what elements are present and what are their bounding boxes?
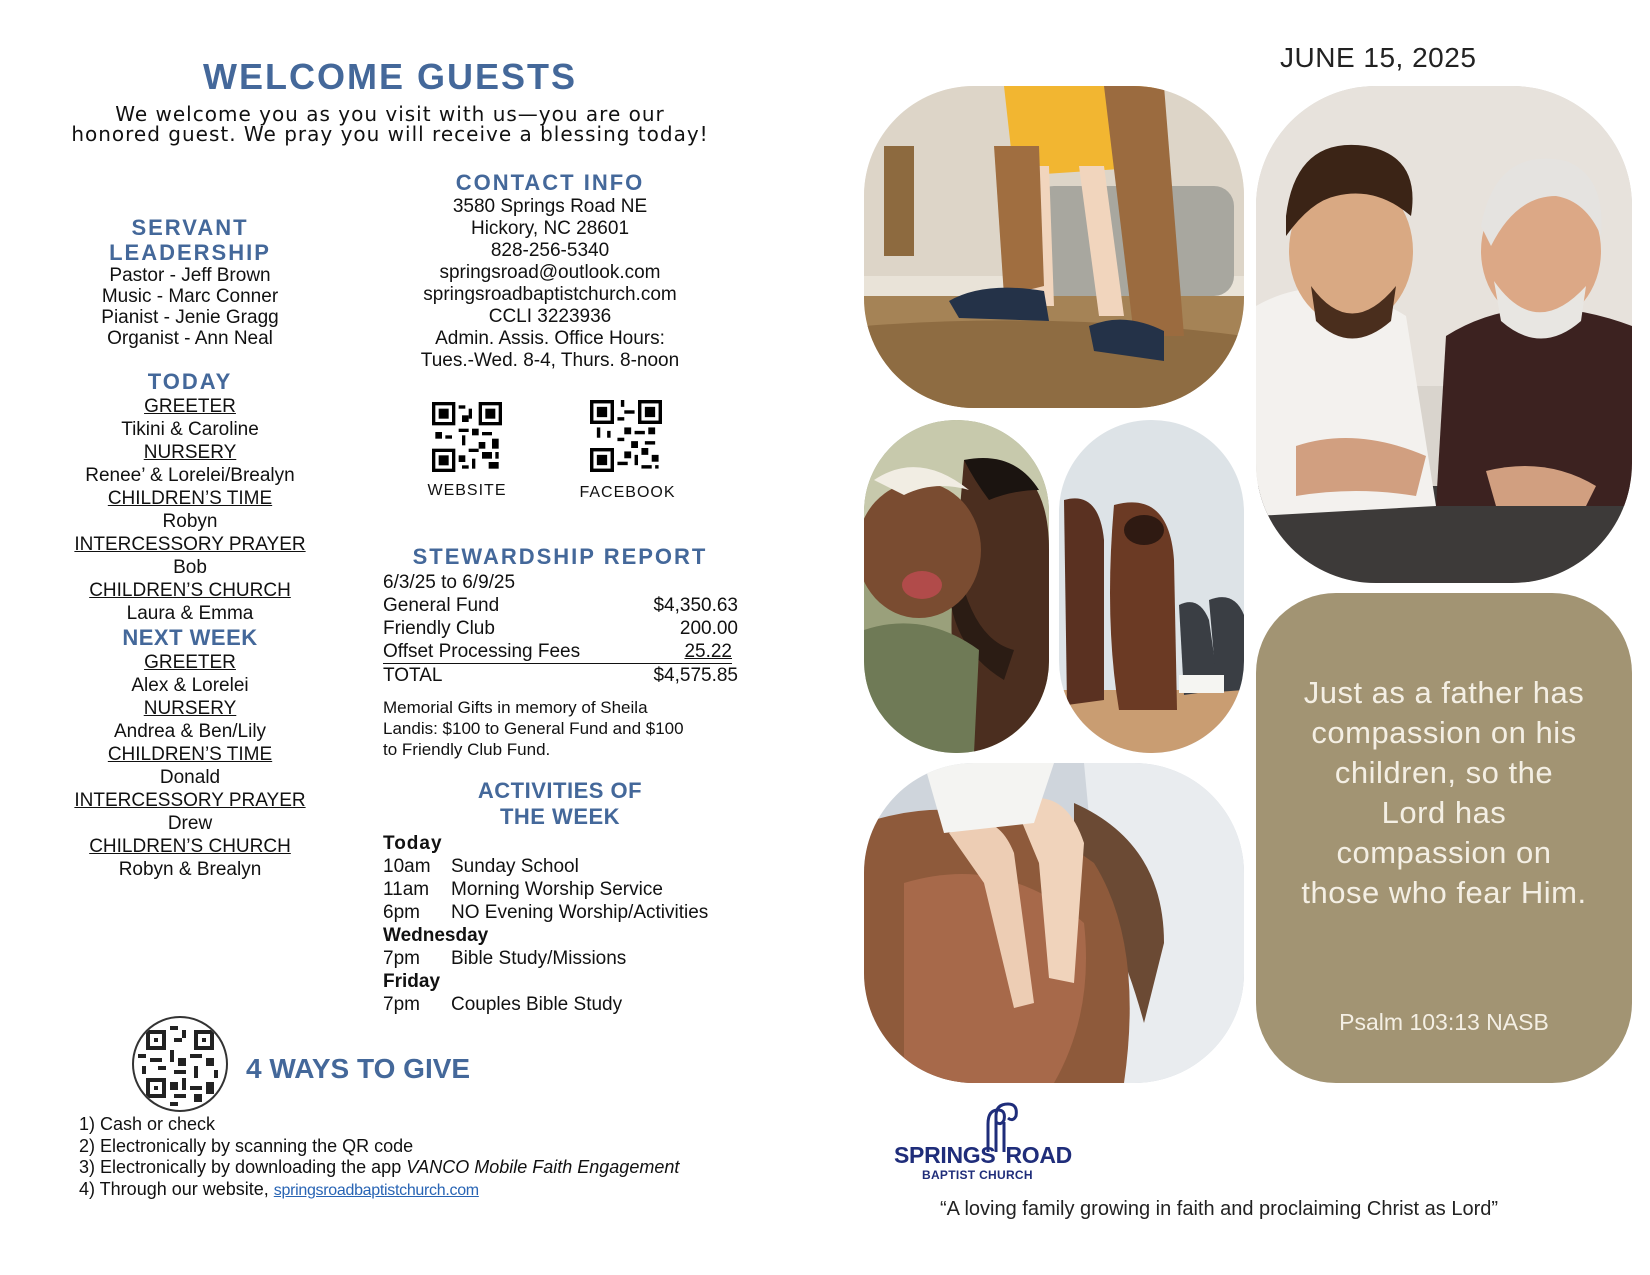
scripture-line: Lord has xyxy=(1381,795,1507,830)
today-title: TODAY xyxy=(147,369,233,394)
scripture-line: compassion on his xyxy=(1311,715,1577,750)
activity-day: Friday xyxy=(383,971,441,992)
stewardship-table xyxy=(383,571,738,687)
give-item: 1) Cash or check xyxy=(79,1114,216,1134)
give-item: 2) Electronically by scanning the QR code xyxy=(79,1135,414,1156)
activities-title-2: THE WEEK xyxy=(499,804,621,829)
contact-line: 3580 Springs Road NE xyxy=(452,196,648,217)
activity-time: 6pm xyxy=(383,902,420,923)
website-qr-code[interactable] xyxy=(432,402,502,472)
today-role: NURSERY xyxy=(143,442,237,463)
give-qr-code[interactable] xyxy=(132,1016,228,1112)
scripture-reference: Psalm 103:13 NASB xyxy=(1339,1009,1549,1035)
activity-event: Bible Study/Missions xyxy=(451,948,627,969)
today-name: Bob xyxy=(173,557,207,578)
activities-list xyxy=(383,832,763,1016)
contact-line: Tues.-Wed. 8-4, Thurs. 8-noon xyxy=(420,350,680,371)
activities-title-1: ACTIVITIES OF xyxy=(477,778,643,803)
scripture-line: those who fear Him. xyxy=(1301,875,1587,910)
contact-line: Hickory, NC 28601 xyxy=(470,218,630,239)
today-role: CHILDREN’S CHURCH xyxy=(89,580,291,601)
servant-item: Organist - Ann Neal xyxy=(107,328,273,349)
stewardship-row-label: General Fund xyxy=(383,595,500,616)
activity-event: Couples Bible Study xyxy=(451,994,623,1015)
activity-event: NO Evening Worship/Activities xyxy=(451,902,709,923)
contact-line: springsroad@outlook.com xyxy=(439,262,661,283)
next-week-role: CHILDREN’S CHURCH xyxy=(89,836,291,857)
contact-line: springsroadbaptistchurch.com xyxy=(423,284,677,305)
activity-row xyxy=(383,878,763,901)
memorial-line: Landis: $100 to General Fund and $100 xyxy=(383,719,684,738)
give-item xyxy=(79,1179,779,1202)
today-role: CHILDREN’S TIME xyxy=(107,488,273,509)
activity-row xyxy=(383,993,763,1016)
next-week-role: INTERCESSORY PRAYER xyxy=(74,790,306,811)
facebook-qr-code[interactable] xyxy=(590,400,662,472)
next-week-name: Andrea & Ben/Lily xyxy=(113,721,267,742)
welcome-title: WELCOME GUESTS xyxy=(202,56,577,97)
activity-event: Sunday School xyxy=(451,856,579,877)
contact-line: CCLI 3223936 xyxy=(488,306,612,327)
today-role: GREETER xyxy=(144,396,236,417)
memorial-line: Memorial Gifts in memory of Sheila xyxy=(383,698,648,717)
contact-line: Admin. Assis. Office Hours: xyxy=(435,328,665,349)
today-name: Renee’ & Lorelei/Brealyn xyxy=(85,465,295,486)
next-week-role: CHILDREN’S TIME xyxy=(107,744,273,765)
logo-wordmark xyxy=(894,1142,1072,1169)
scripture-line: compassion on xyxy=(1336,835,1552,870)
servant-title-2: LEADERSHIP xyxy=(109,240,271,265)
today-name: Robyn xyxy=(162,511,218,532)
scripture-line: children, so the xyxy=(1334,755,1554,790)
give-title: 4 WAYS TO GIVE xyxy=(246,1053,471,1084)
next-week-name: Robyn & Brealyn xyxy=(118,859,262,880)
give-list xyxy=(79,1114,779,1201)
activity-row xyxy=(383,855,763,878)
photo-feet-dancing xyxy=(864,86,1244,408)
stewardship-total-amount: $4,575.85 xyxy=(653,665,738,686)
photo-hands xyxy=(864,763,1244,1083)
website-link[interactable]: springsroadbaptistchurch.com xyxy=(273,1181,479,1199)
stewardship-row-label: Offset Processing Fees xyxy=(383,641,581,662)
stewardship-row-label: Friendly Club xyxy=(383,618,495,639)
today-section xyxy=(60,369,320,881)
next-week-name: Donald xyxy=(159,767,221,788)
church-logo xyxy=(894,1102,1084,1182)
give-item xyxy=(79,1157,779,1179)
vanco-app-name: VANCO Mobile Faith Engagement xyxy=(406,1157,680,1177)
stewardship-row-amount: 25.22 xyxy=(684,641,732,662)
qr-label-website: WEBSITE xyxy=(427,482,507,499)
activities-title xyxy=(400,778,720,830)
activity-event: Morning Worship Service xyxy=(451,879,663,900)
next-week-title: NEXT WEEK xyxy=(122,625,258,650)
give-item-text: 4) Through our website, xyxy=(79,1178,274,1199)
activity-row xyxy=(383,947,763,970)
activity-time: 7pm xyxy=(383,948,420,969)
next-week-name: Alex & Lorelei xyxy=(131,675,249,696)
contact-title: CONTACT INFO xyxy=(455,170,645,195)
servant-item: Pastor - Jeff Brown xyxy=(109,265,271,286)
activity-row xyxy=(383,901,763,924)
stewardship-row-amount: $4,350.63 xyxy=(653,595,738,616)
welcome-line-2: honored guest. We pray you will receive a blessing today! xyxy=(71,122,709,146)
welcome-line-1: We welcome you as you visit with us—you are our xyxy=(115,102,665,126)
contact-info xyxy=(385,170,715,372)
qr-label-facebook: FACEBOOK xyxy=(579,484,676,501)
photo-father-son xyxy=(1256,86,1632,583)
next-week-name: Drew xyxy=(167,813,213,834)
activity-day: Wednesday xyxy=(383,925,489,946)
servant-title-1: SERVANT xyxy=(131,215,249,240)
next-week-role: GREETER xyxy=(144,652,236,673)
church-tagline: “A loving family growing in faith and proclaiming Christ as Lord” xyxy=(940,1198,1499,1220)
logo-name-2: ROAD xyxy=(1005,1142,1072,1168)
servant-leadership xyxy=(60,215,320,349)
memorial-gifts xyxy=(383,697,743,760)
stewardship-title: STEWARDSHIP REPORT xyxy=(412,544,708,569)
today-role: INTERCESSORY PRAYER xyxy=(74,534,306,555)
bulletin-date: JUNE 15, 2025 xyxy=(1280,42,1477,73)
scripture-text xyxy=(1256,673,1632,913)
stewardship-period: 6/3/25 to 6/9/25 xyxy=(383,572,516,593)
photo-father-baby xyxy=(864,420,1049,753)
logo-subtitle: BAPTIST CHURCH xyxy=(922,1168,1033,1182)
memorial-line: to Friendly Club Fund. xyxy=(383,740,551,759)
give-item-text: 3) Electronically by downloading the app xyxy=(79,1157,407,1177)
activity-time: 10am xyxy=(383,856,431,877)
contact-line: 828-256-5340 xyxy=(490,240,610,261)
activity-time: 11am xyxy=(383,879,430,900)
stewardship-total-label: TOTAL xyxy=(383,665,443,686)
servant-item: Pianist - Jenie Gragg xyxy=(101,307,279,328)
scripture-quote-box xyxy=(1256,593,1632,1083)
photo-shoes xyxy=(1059,420,1244,753)
scripture-line: Just as a father has xyxy=(1303,675,1585,710)
stewardship-row-amount: 200.00 xyxy=(679,618,738,639)
logo-name-1: SPRINGS xyxy=(894,1142,996,1168)
welcome-section xyxy=(60,56,720,144)
today-name: Laura & Emma xyxy=(126,603,254,624)
today-name: Tikini & Caroline xyxy=(121,419,259,440)
next-week-role: NURSERY xyxy=(143,698,237,719)
activity-time: 7pm xyxy=(383,994,420,1015)
servant-item: Music - Marc Conner xyxy=(101,286,279,307)
activity-day: Today xyxy=(383,833,443,854)
